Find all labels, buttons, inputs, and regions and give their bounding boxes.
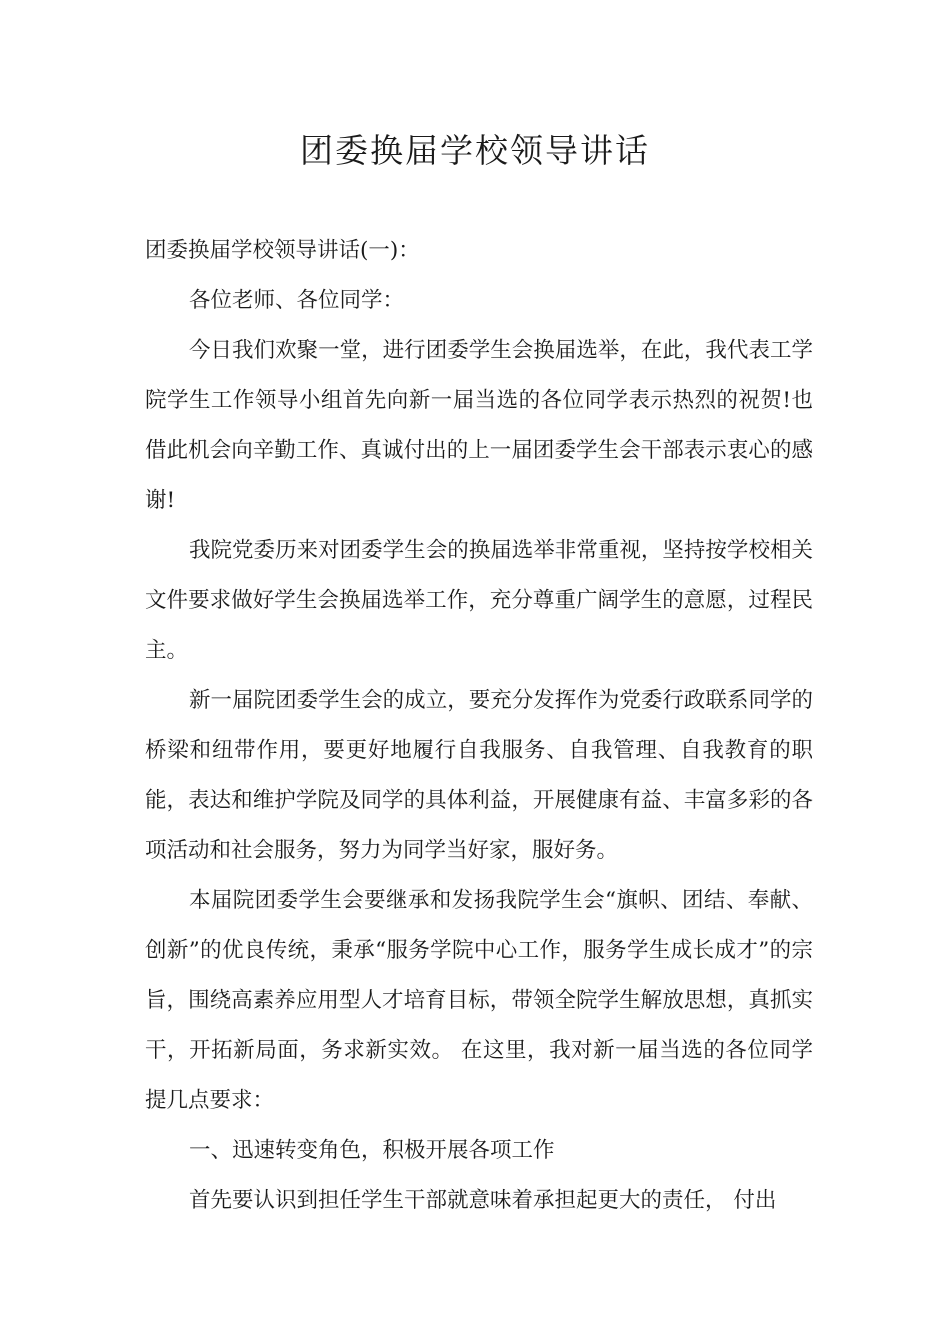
document-title: 团委换届学校领导讲话	[300, 131, 650, 170]
section-heading: 一、迅速转变角色，积极开展各项工作	[189, 1138, 555, 1163]
tradition-paragraph: 本届院团委学生会要继承和发扬我院学生会“旗帜、团结、奉献、创新”的优良传统，秉承“服务学院中心工作，服务学生成长成才”的宗旨，围绕高素养应用型人才培育目标，带领全院学生解放思想，真抓实干，开拓新局面，务求新实效。 在这里，我对新一届当选的各位同学提几点要求：	[145, 888, 813, 1113]
greeting-paragraph: 今日我们欢聚一堂，进行团委学生会换届选举，在此，我代表工学院学生工作领导小组首先向新一届当选的各位同学表示热烈的祝贺!也借此机会向辛勤工作、真诚付出的上一届团委学生会干部表示衷心的感谢!	[145, 338, 813, 513]
document-body	[145, 226, 813, 1226]
election-paragraph: 我院党委历来对团委学生会的换届选举非常重视，坚持按学校相关文件要求做好学生会换届选举工作，充分尊重广阔学生的意愿，过程民主。	[145, 538, 813, 663]
role-paragraph: 新一届院团委学生会的成立，要充分发挥作为党委行政联系同学的桥梁和纽带作用，要更好地履行自我服务、自我管理、自我教育的职能，表达和维护学院及同学的具体利益，开展健康有益、丰富多彩的各项活动和社会服务，努力为同学当好家，服好务。	[145, 688, 813, 863]
responsibility-paragraph: 首先要认识到担任学生干部就意味着承担起更大的责任， 付出	[189, 1188, 777, 1213]
speech-heading: 团委换届学校领导讲话(一)：	[145, 238, 420, 263]
salutation-paragraph: 各位老师、各位同学：	[189, 288, 405, 313]
